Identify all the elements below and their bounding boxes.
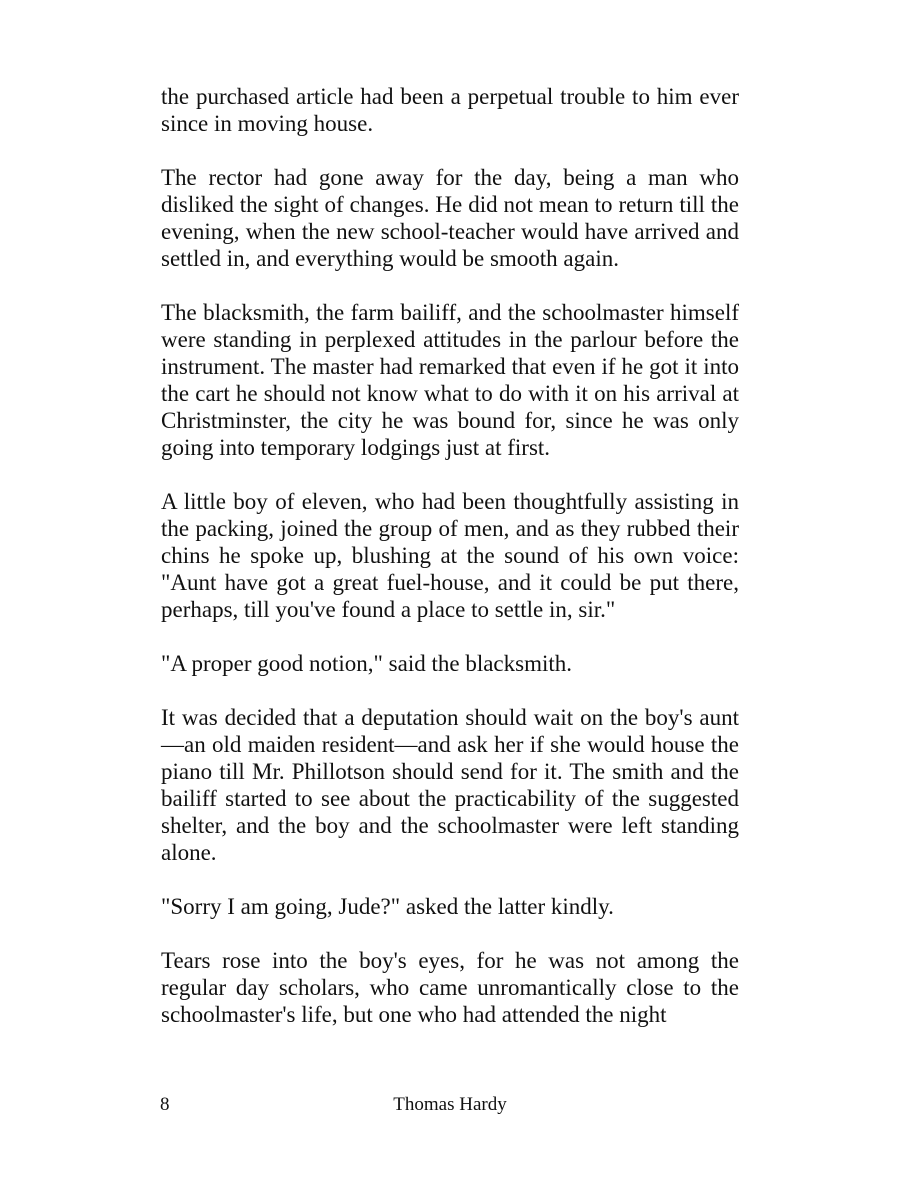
paragraph: A little boy of eleven, who had been thoughtfully assisting in the packing, joined the group of men, and as they rubbed their chins he spoke up, blushing at the sound of his own voice: "Aunt have got a great fuel-house, and it could be put there, perhaps, till you've found a place to settle in, sir." <box>161 489 739 622</box>
paragraph: the purchased article had been a perpetual trouble to him ever since in moving house. <box>161 84 739 136</box>
paragraph: The blacksmith, the farm bailiff, and the schoolmaster himself were standing in perplexed attitudes in the parlour before the instrument. The master had remarked that even if he got it into the cart he should not know what to do with it on his arrival at Christminster, the city he was bound for, since he was only going into temporary lodgings just at first. <box>161 300 739 460</box>
paragraph: Tears rose into the boy's eyes, for he was not among the regular day scholars, who came unromantically close to the schoolmaster's life, but one who had attended the night <box>161 948 739 1027</box>
paragraph: "Sorry I am going, Jude?" asked the latter kindly. <box>161 894 614 919</box>
paragraph: It was decided that a deputation should wait on the boy's aunt—an old maiden resident—and ask her if she would house the piano till Mr. Phillotson should send for it. The smith and the bailiff started to see about the practicability of the suggested shelter, and the boy and the schoolmaster were left standing alone. <box>161 705 739 865</box>
paragraph: "A proper good notion," said the blacksmith. <box>161 651 573 676</box>
body-text <box>161 83 739 1055</box>
paragraph: The rector had gone away for the day, being a man who disliked the sight of changes. He did not mean to return till the evening, when the new school-teacher would have arrived and settled in, and everything would be smooth again. <box>161 165 739 271</box>
page-number: 8 <box>160 1094 170 1115</box>
footer-author: Thomas Hardy <box>393 1094 507 1115</box>
